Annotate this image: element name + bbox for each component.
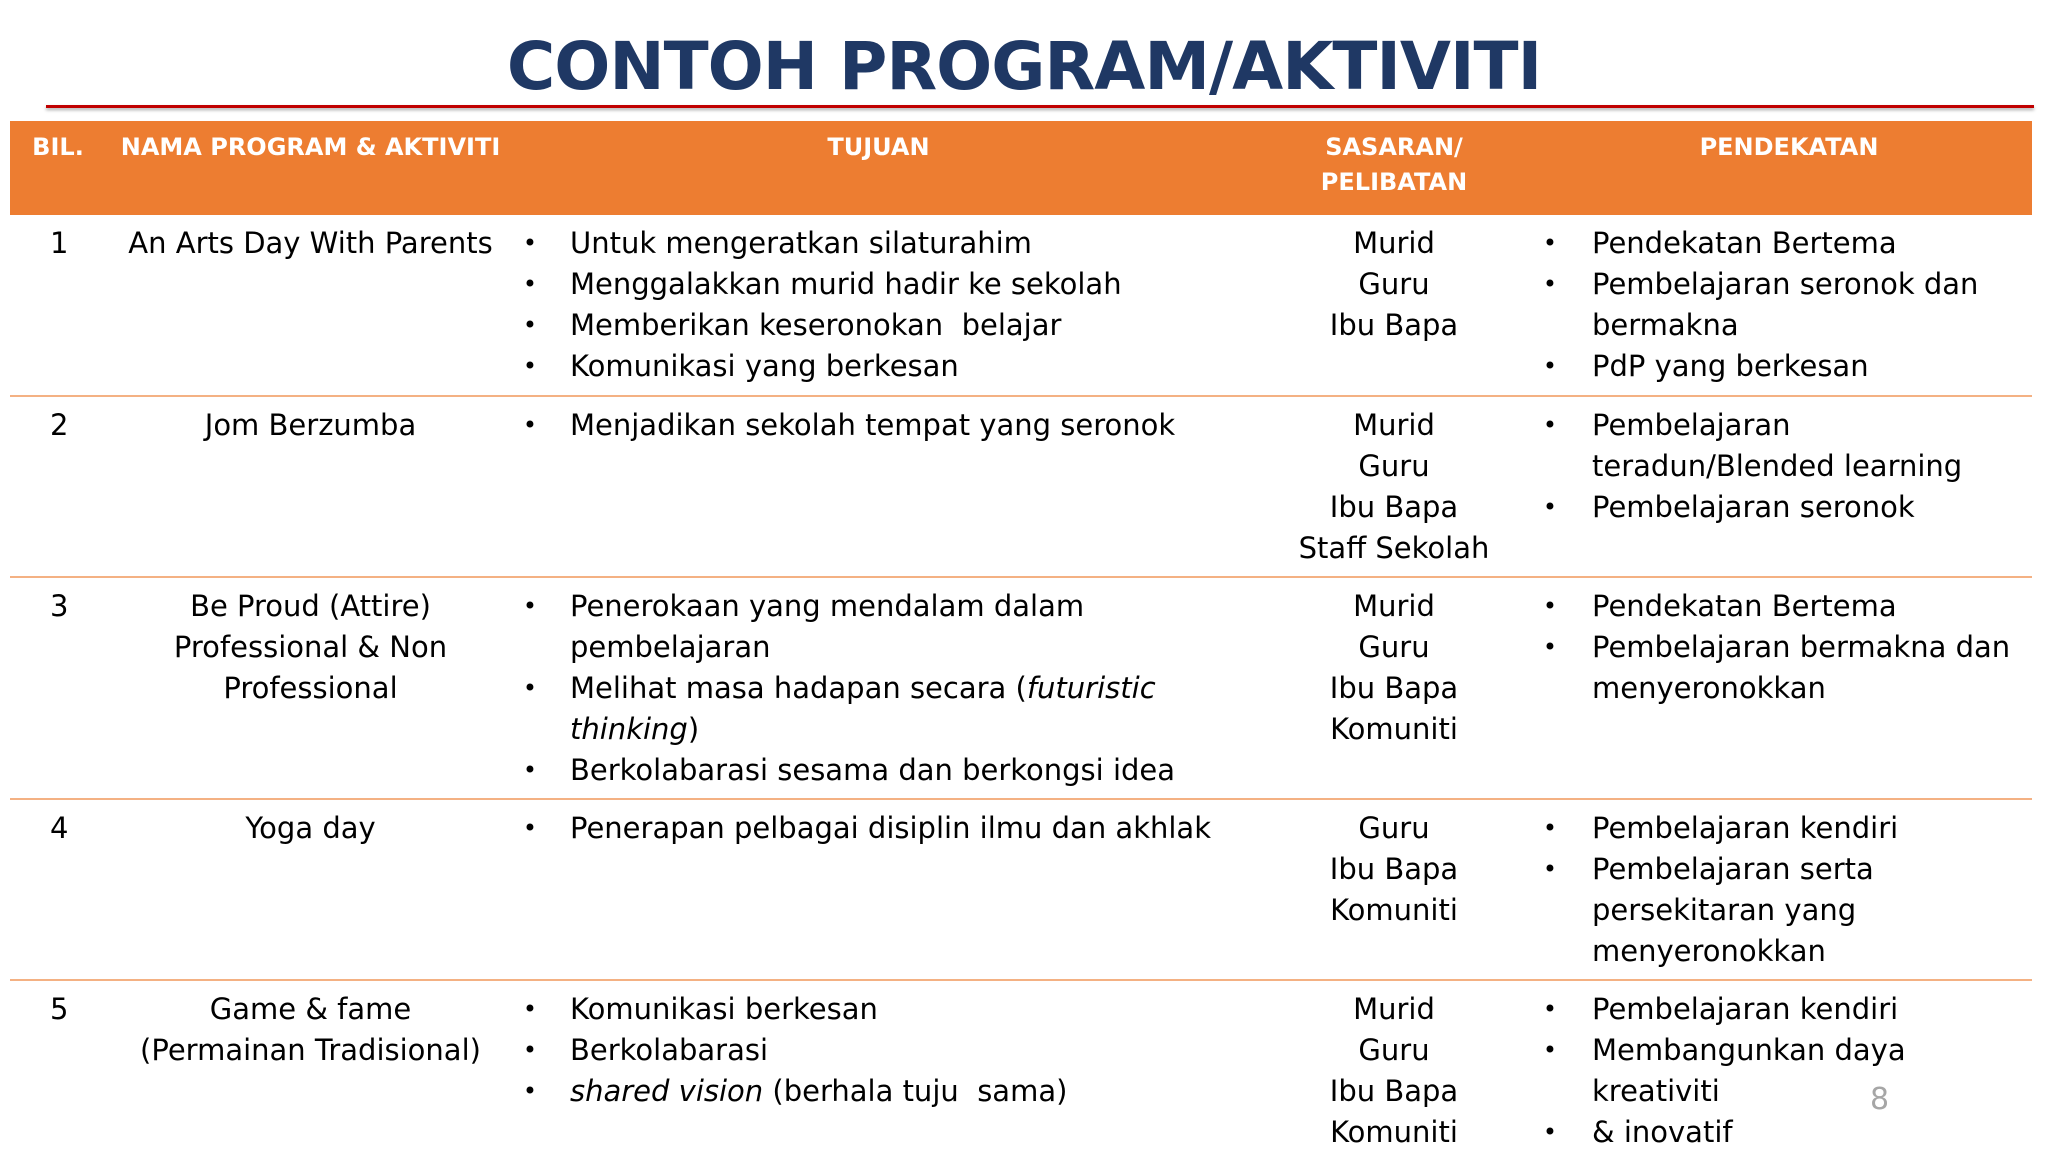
target-item: Ibu Bapa bbox=[1329, 671, 1459, 705]
bullet-icon: • bbox=[1542, 814, 1558, 842]
approach-text: Pembelajaran seronok dan bermakna bbox=[1592, 267, 1979, 342]
objective-text: Berkolabarasi sesama dan berkongsi idea bbox=[570, 753, 1176, 787]
bullet-icon: • bbox=[1542, 229, 1558, 257]
program-name-line: Jom Berzumba bbox=[204, 408, 417, 442]
objectives-list bbox=[515, 405, 1242, 446]
objectives-cell bbox=[515, 396, 1242, 577]
objectives-list bbox=[515, 223, 1242, 387]
objective-text: Komunikasi yang berkesan bbox=[570, 349, 959, 383]
approach-text: PdP yang berkesan bbox=[1592, 349, 1869, 383]
bullet-icon: • bbox=[522, 411, 538, 439]
target-item: Ibu Bapa bbox=[1329, 490, 1459, 524]
program-name bbox=[106, 396, 515, 577]
bullet-icon: • bbox=[1542, 411, 1558, 439]
target-item: Guru bbox=[1358, 267, 1430, 301]
approach-list bbox=[1542, 223, 2032, 387]
target-item: Murid bbox=[1353, 408, 1435, 442]
header-sasaran bbox=[1242, 121, 1546, 215]
title-underline bbox=[46, 105, 2034, 108]
list-item bbox=[1542, 346, 2032, 387]
objectives-cell bbox=[515, 980, 1242, 1152]
objective-text: (berhala tuju sama) bbox=[763, 1074, 1068, 1108]
target-item: Guru bbox=[1358, 630, 1430, 664]
list-item bbox=[1542, 405, 2032, 487]
bullet-icon: • bbox=[1542, 995, 1558, 1023]
approach-list bbox=[1542, 405, 2032, 528]
list-item bbox=[522, 668, 1242, 750]
header-bil: BIL. bbox=[32, 133, 84, 161]
table-header-row bbox=[10, 121, 2032, 215]
objective-italic-text: futuristic thinking bbox=[570, 671, 1156, 746]
bullet-icon: • bbox=[1542, 855, 1558, 883]
header-nama: NAMA PROGRAM & AKTIVITI bbox=[120, 133, 501, 161]
approach-list bbox=[1542, 586, 2032, 709]
program-name-line: Yoga day bbox=[245, 811, 376, 845]
bullet-icon: • bbox=[522, 270, 538, 298]
approach-text: Pendekatan Bertema bbox=[1592, 589, 1897, 623]
row-number: 1 bbox=[10, 215, 106, 396]
list-item bbox=[522, 750, 1242, 791]
bullet-icon: • bbox=[1542, 1036, 1558, 1064]
approach-text: & inovatif bbox=[1592, 1115, 1733, 1149]
approach-list bbox=[1542, 808, 2032, 972]
approach-text: Pembelajaran bermakna dan menyeronokkan bbox=[1592, 630, 2011, 705]
objectives-cell bbox=[515, 577, 1242, 799]
target-item: Murid bbox=[1353, 992, 1435, 1026]
header-pendekatan: PENDEKATAN bbox=[1699, 133, 1879, 161]
program-name-line: Game & fame bbox=[209, 992, 412, 1026]
page-number: 8 bbox=[1870, 1082, 1890, 1117]
bullet-icon: • bbox=[522, 674, 538, 702]
approach-cell bbox=[1542, 215, 2032, 396]
list-item bbox=[522, 223, 1242, 264]
target-cell bbox=[1242, 577, 1546, 799]
program-name-line: Professional & Non bbox=[173, 630, 448, 664]
objectives-cell bbox=[515, 799, 1242, 980]
list-item bbox=[522, 586, 1242, 668]
target-item: Komuniti bbox=[1330, 1115, 1458, 1149]
bullet-icon: • bbox=[522, 995, 538, 1023]
target-item: Staff Sekolah bbox=[1298, 531, 1490, 565]
list-item bbox=[1542, 264, 2032, 346]
objective-text: Penerapan pelbagai disiplin ilmu dan akhlak bbox=[570, 811, 1211, 845]
approach-text: Pembelajaran serta persekitaran yang menyeronokkan bbox=[1592, 852, 1874, 968]
bullet-icon: • bbox=[522, 229, 538, 257]
list-item bbox=[1542, 849, 2032, 972]
approach-text: Pembelajaran seronok bbox=[1592, 490, 1915, 524]
objective-text: Menggalakkan murid hadir ke sekolah bbox=[570, 267, 1122, 301]
bullet-icon: • bbox=[1542, 633, 1558, 661]
bullet-icon: • bbox=[522, 756, 538, 784]
list-item bbox=[522, 264, 1242, 305]
list-item bbox=[1542, 586, 2032, 627]
objective-text: Melihat masa hadapan secara ( bbox=[570, 671, 1027, 705]
bullet-icon: • bbox=[1542, 1118, 1558, 1146]
target-item: Guru bbox=[1358, 449, 1430, 483]
approach-text: Pembelajaran kendiri bbox=[1592, 992, 1899, 1026]
list-item bbox=[1542, 487, 2032, 528]
target-item: Ibu Bapa bbox=[1329, 308, 1459, 342]
bullet-icon: • bbox=[522, 814, 538, 842]
row-number: 3 bbox=[10, 577, 106, 799]
program-table bbox=[10, 121, 2032, 1152]
bullet-icon: • bbox=[522, 592, 538, 620]
target-item: Komuniti bbox=[1330, 712, 1458, 746]
objective-text: Komunikasi berkesan bbox=[570, 992, 878, 1026]
list-item bbox=[1542, 223, 2032, 264]
row-number: 5 bbox=[50, 992, 69, 1026]
list-item bbox=[522, 305, 1242, 346]
table-row bbox=[10, 215, 2032, 396]
objective-text: Penerokaan yang mendalam dalam pembelajaran bbox=[570, 589, 1085, 664]
list-item bbox=[522, 1071, 1242, 1112]
objectives-cell bbox=[515, 215, 1242, 396]
bullet-icon: • bbox=[522, 1077, 538, 1105]
list-item bbox=[522, 346, 1242, 387]
approach-list bbox=[1542, 989, 2032, 1152]
program-name bbox=[106, 215, 515, 396]
row-number: 4 bbox=[10, 799, 106, 980]
header-tujuan: TUJUAN bbox=[827, 133, 930, 161]
approach-text: Pendekatan Bertema bbox=[1592, 226, 1897, 260]
header-sasaran-line2: PELIBATAN bbox=[1320, 168, 1468, 196]
objective-text: Memberikan keseronokan belajar bbox=[570, 308, 1062, 342]
target-item: Murid bbox=[1353, 589, 1435, 623]
objective-text-closing: ) bbox=[687, 712, 700, 746]
list-item bbox=[1542, 989, 2032, 1030]
approach-cell bbox=[1542, 799, 2032, 980]
target-item: Guru bbox=[1358, 1033, 1430, 1067]
approach-text: Pembelajaran teradun/Blended learning bbox=[1592, 408, 1963, 483]
list-item bbox=[1542, 627, 2032, 709]
bullet-icon: • bbox=[522, 1036, 538, 1064]
list-item bbox=[522, 405, 1242, 446]
slide-title: CONTOH PROGRAM/AKTIVITI bbox=[506, 28, 1542, 105]
program-name-line: Be Proud (Attire) bbox=[190, 589, 431, 623]
objectives-list bbox=[515, 989, 1242, 1112]
objectives-list bbox=[515, 586, 1242, 791]
target-item: Guru bbox=[1358, 811, 1430, 845]
target-cell bbox=[1242, 799, 1546, 980]
list-item bbox=[522, 989, 1242, 1030]
bullet-icon: • bbox=[1542, 270, 1558, 298]
table-row bbox=[10, 980, 2032, 1152]
bullet-icon: • bbox=[1542, 592, 1558, 620]
objective-italic-text: shared vision bbox=[570, 1074, 764, 1108]
target-cell bbox=[1242, 215, 1546, 396]
target-cell bbox=[1242, 396, 1546, 577]
row-number: 2 bbox=[10, 396, 106, 577]
bullet-icon: • bbox=[522, 352, 538, 380]
bullet-icon: • bbox=[522, 311, 538, 339]
list-item bbox=[522, 1030, 1242, 1071]
program-name-line: An Arts Day With Parents bbox=[128, 226, 493, 260]
program-name-line: (Permainan Tradisional) bbox=[140, 1033, 481, 1067]
objectives-list bbox=[515, 808, 1242, 849]
approach-cell bbox=[1542, 980, 2032, 1152]
target-item: Murid bbox=[1353, 226, 1435, 260]
program-name bbox=[106, 799, 515, 980]
objective-text: Menjadikan sekolah tempat yang seronok bbox=[570, 408, 1176, 442]
approach-text: Pembelajaran kendiri bbox=[1592, 811, 1899, 845]
approach-text: Membangunkan daya kreativiti bbox=[1592, 1033, 1906, 1108]
program-name-line: Professional bbox=[223, 671, 398, 705]
list-item bbox=[1542, 1112, 2032, 1152]
objective-text: Untuk mengeratkan silaturahim bbox=[570, 226, 1032, 260]
header-sasaran-line1: SASARAN/ bbox=[1325, 133, 1463, 161]
objective-text: Berkolabarasi bbox=[570, 1033, 769, 1067]
program-name bbox=[106, 980, 515, 1152]
target-cell bbox=[1242, 980, 1546, 1152]
bullet-icon: • bbox=[1542, 352, 1558, 380]
list-item bbox=[1542, 1030, 2032, 1112]
table-row bbox=[10, 577, 2032, 799]
target-item: Komuniti bbox=[1330, 893, 1458, 927]
table-row bbox=[10, 396, 2032, 577]
target-item: Ibu Bapa bbox=[1329, 852, 1459, 886]
list-item bbox=[1542, 808, 2032, 849]
target-item: Ibu Bapa bbox=[1329, 1074, 1459, 1108]
bullet-icon: • bbox=[1542, 493, 1558, 521]
approach-cell bbox=[1542, 396, 2032, 577]
table-row bbox=[10, 799, 2032, 980]
list-item bbox=[522, 808, 1242, 849]
approach-cell bbox=[1542, 577, 2032, 799]
program-name bbox=[106, 577, 515, 799]
